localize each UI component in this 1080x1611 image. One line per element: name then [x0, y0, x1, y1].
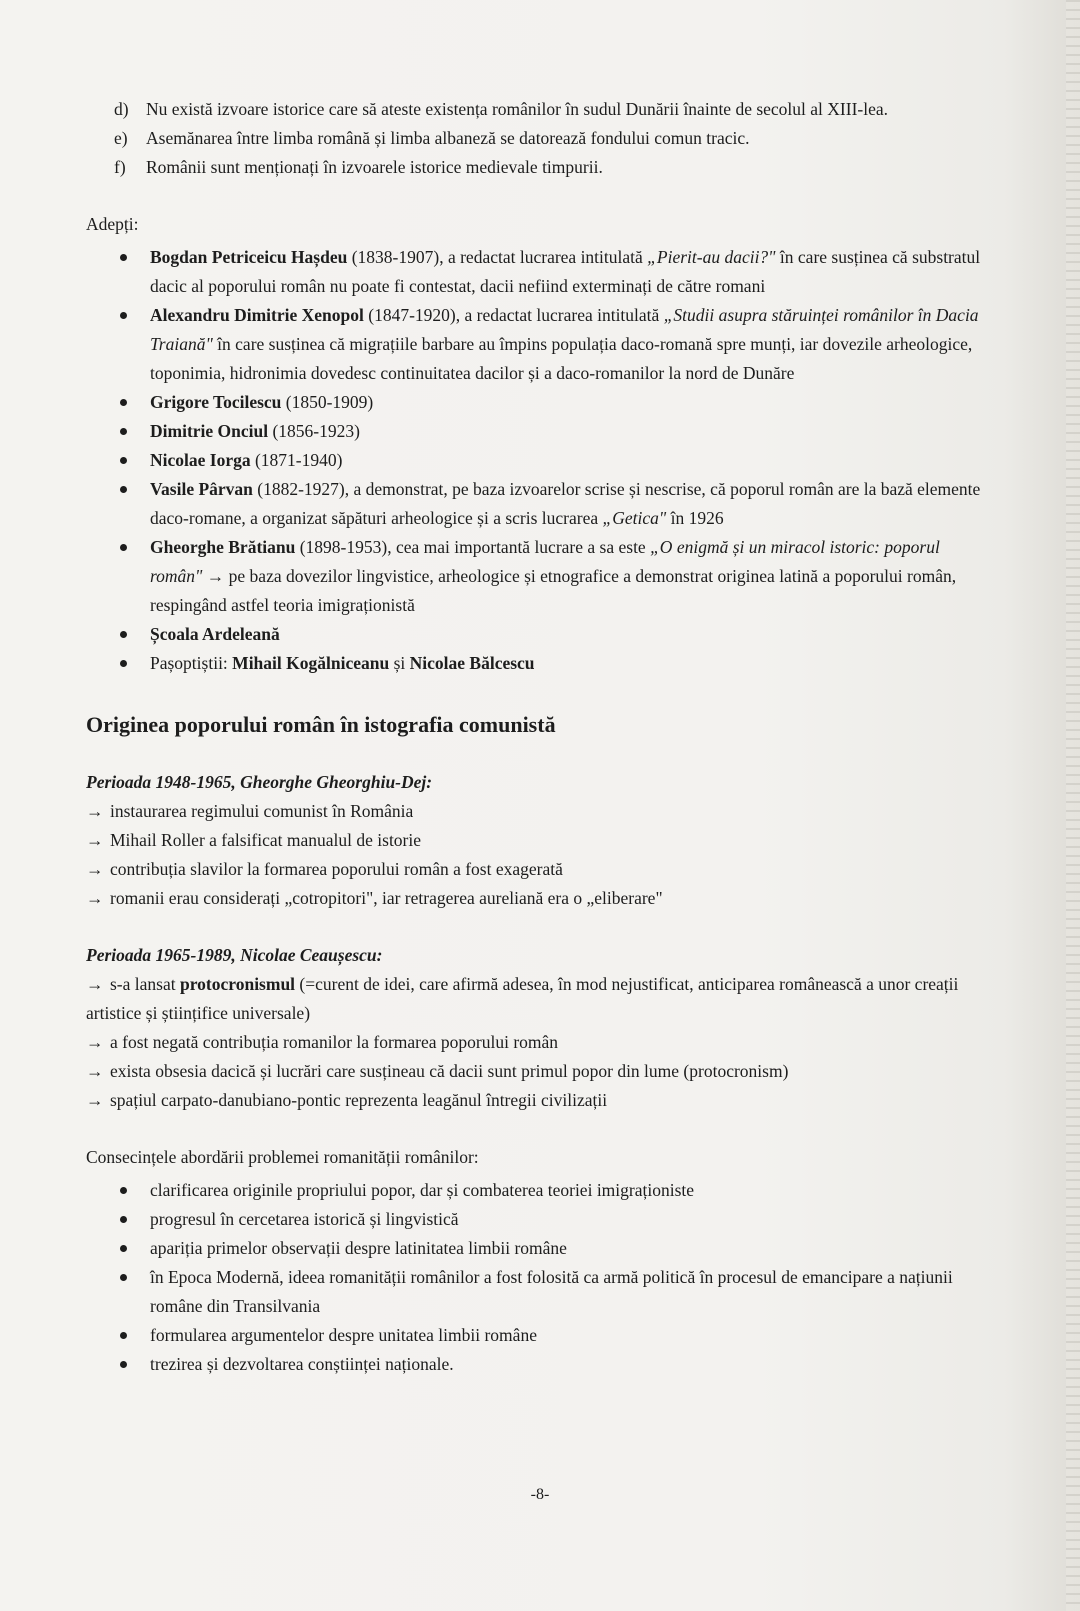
item-text: → pe baza dovezilor lingvistice, arheologice și etnografice a demonstrat originea latină a poporului român, respingând astfel teoria imigraționistă [150, 566, 957, 615]
arrow-item [86, 855, 996, 884]
page-content [86, 96, 996, 1379]
item-text: Pașoptiștii: [150, 653, 233, 673]
list-item [86, 417, 996, 446]
arrow-icon: → [86, 1090, 104, 1110]
person-name: Bogdan Petriceicu Hașdeu [150, 247, 348, 267]
arrow-item [86, 1028, 996, 1057]
arrow-item [86, 1086, 996, 1115]
list-item: progresul în cercetarea istorică și lingvistică [86, 1205, 996, 1234]
period-title: Perioada 1948-1965, Gheorghe Gheorghiu-Dej: [86, 772, 433, 792]
list-item [86, 475, 996, 533]
consecinte-list [86, 1176, 996, 1379]
adepti-label: Adepți: [86, 214, 139, 234]
arrow-item [86, 797, 996, 826]
item-text: (1882-1927), a demonstrat, pe baza izvoarelor scrise și nescrise, că poporul român are la bază elemente daco-romane, a organizat săpături arheologice și a scris lucrarea [150, 479, 981, 528]
person-name: Gheorghe Brătianu [150, 537, 296, 557]
item-text: spațiul carpato-danubiano-pontic reprezenta leagănul întregii civilizații [110, 1090, 608, 1110]
list-item [86, 620, 996, 649]
arrow-item [86, 1057, 996, 1086]
list-item: în Epoca Modernă, ideea romanității românilor a fost folosită ca armă politică în procesul de emancipare a națiunii române din Transilvania [86, 1263, 996, 1321]
item-text: (1871-1940) [250, 450, 343, 470]
person-name: Dimitrie Onciul [150, 421, 269, 441]
arrow-icon: → [86, 888, 104, 908]
term-bold: protocronismul [179, 974, 296, 994]
arrow-icon: → [86, 974, 104, 994]
work-title: „Pierit-au dacii?" [647, 247, 776, 267]
item-text: contribuția slavilor la formarea poporului român a fost exagerată [110, 859, 563, 879]
list-item: clarificarea originile propriului popor, dar și combaterea teoriei imigraționiste [86, 1176, 996, 1205]
period-title: Perioada 1965-1989, Nicolae Ceaușescu: [86, 945, 383, 965]
person-name: Mihail Kogălniceanu [232, 653, 390, 673]
arrow-item [86, 826, 996, 855]
item-text: (=curent de idei, care afirmă adesea, în mod nejustificat, anticiparea românească a unor creații artistice și științifice universale) [86, 974, 959, 1023]
arrow-icon: → [86, 1061, 104, 1081]
list-text: Asemănarea între limba română și limba albaneză se datorează fondului comun tracic. [146, 128, 750, 148]
arrow-item [86, 884, 996, 913]
item-text: în 1926 [666, 508, 724, 528]
item-text: Mihail Roller a falsificat manualul de istorie [110, 830, 422, 850]
item-text: instaurarea regimului comunist în România [110, 801, 414, 821]
list-item [86, 301, 996, 388]
item-text: s-a lansat [110, 974, 180, 994]
list-item [86, 388, 996, 417]
item-text: (1856-1923) [268, 421, 360, 441]
arrow-icon: → [86, 859, 104, 879]
list-letter: f) [114, 157, 126, 177]
list-item [86, 243, 996, 301]
list-item: formularea argumentelor despre unitatea limbii române [86, 1321, 996, 1350]
item-text: romanii erau considerați „cotropitori", iar retragerea aureliană era o „eliberare" [110, 888, 663, 908]
arrow-icon: → [86, 830, 104, 850]
list-letter: e) [114, 128, 128, 148]
item-text: (1838-1907), a redactat lucrarea intitulată [347, 247, 648, 267]
list-item [114, 96, 996, 122]
list-item [114, 154, 996, 180]
person-name: Vasile Pârvan [150, 479, 253, 499]
item-text: (1847-1920), a redactat lucrarea intitulată [363, 305, 664, 325]
item-text: în care susținea că migrațiile barbare au împins populația daco-romană spre munți, iar dovezile arheologice, toponimia, hidronimia dovedesc continuitatea dacilor și a daco-romanilor la nord de Dunăre [150, 334, 973, 383]
consecinte-label: Consecințele abordării problemei romanității românilor: [86, 1147, 479, 1167]
person-name: Școala Ardeleană [150, 624, 280, 644]
person-name: Alexandru Dimitrie Xenopol [150, 305, 364, 325]
item-text: (1850-1909) [281, 392, 374, 412]
person-name: Grigore Tocilescu [150, 392, 282, 412]
item-text: exista obsesia dacică și lucrări care susțineau că dacii sunt primul popor din lume (protocronism) [110, 1061, 789, 1081]
person-name: Nicolae Iorga [150, 450, 251, 470]
list-item: apariția primelor observații despre latinitatea limbii române [86, 1234, 996, 1263]
list-text: Nu există izvoare istorice care să ateste existența românilor în sudul Dunării înainte de secolul al XIII-lea. [146, 99, 889, 119]
page-edge-shadow [1066, 0, 1080, 1611]
work-title: „Getica" [602, 508, 667, 528]
list-item: trezirea și dezvoltarea conștiinței naționale. [86, 1350, 996, 1379]
list-item [86, 446, 996, 475]
item-text: a fost negată contribuția romanilor la formarea poporului român [110, 1032, 559, 1052]
item-text: și [389, 653, 410, 673]
list-item [114, 125, 996, 151]
adepti-list [86, 243, 996, 678]
page-number: -8- [530, 1486, 550, 1503]
item-text: (1898-1953), cea mai importantă lucrare a sa este [295, 537, 651, 557]
list-item [86, 533, 996, 620]
lettered-list [114, 96, 996, 180]
section-heading: Originea poporului român în istografia comunistă [86, 712, 556, 737]
arrow-icon: → [86, 1032, 104, 1052]
list-item [86, 649, 996, 678]
person-name: Nicolae Bălcescu [409, 653, 535, 673]
list-text: Românii sunt menționați în izvoarele istorice medievale timpurii. [146, 157, 603, 177]
work-title: „Studii asupra stăruinței românilor în Dacia Traiană" [150, 305, 979, 354]
work-title: „O enigmă și un miracol istoric: poporul român" [150, 537, 940, 586]
arrow-item [86, 970, 996, 1028]
list-letter: d) [114, 99, 129, 119]
arrow-icon: → [86, 801, 104, 821]
item-text: în care susținea că substratul dacic al poporului român nu poate fi contestat, dacii nefiind exterminați de către romani [150, 247, 981, 296]
